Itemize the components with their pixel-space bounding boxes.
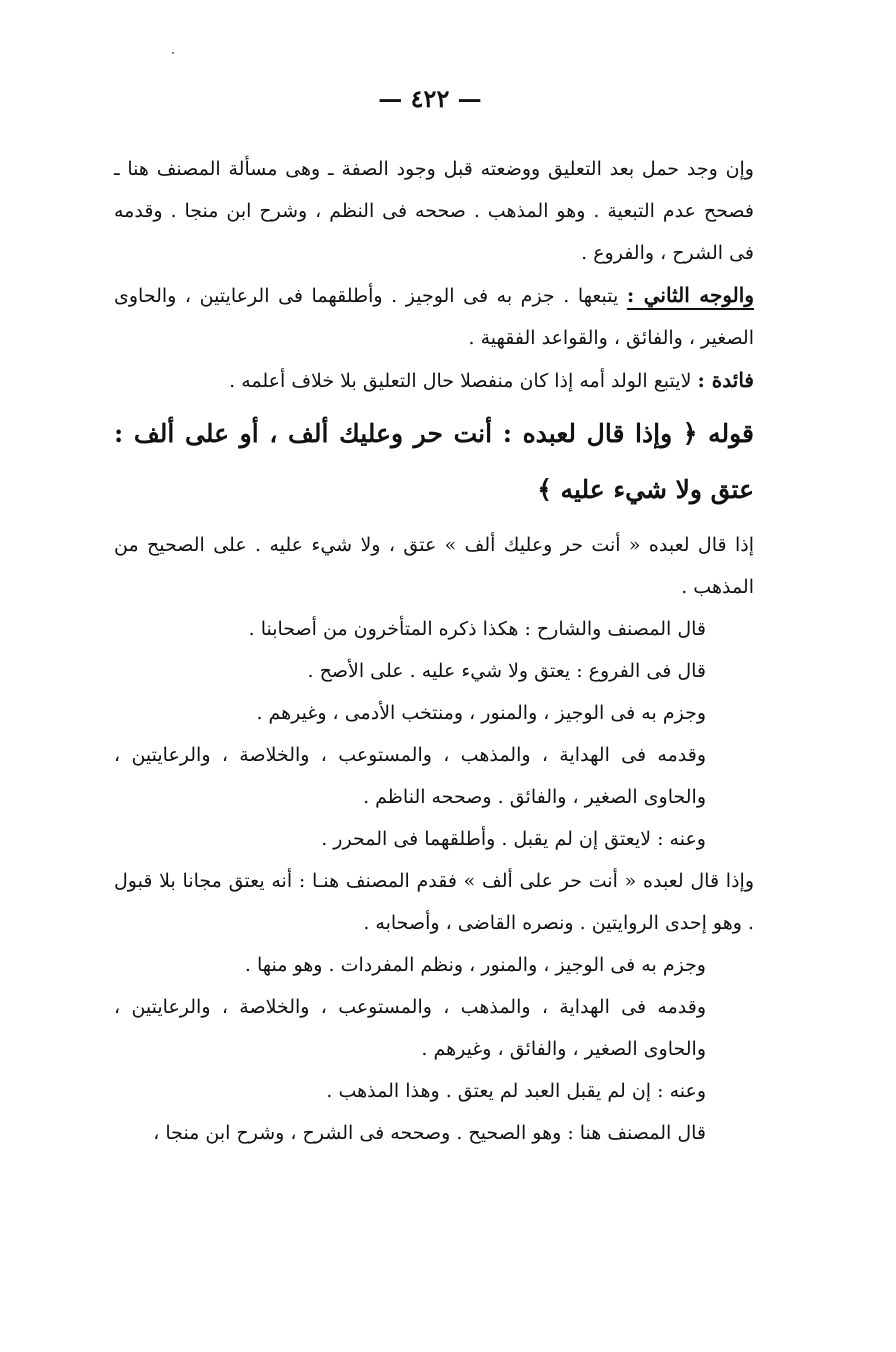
paragraph-text: يتبعها . جزم به فى الوجيز . وأطلقهما فى الرعايتين ، والحاوى الصغير ، والفائق ، والقواعد الفقهية . <box>114 285 754 349</box>
paragraph <box>114 1112 754 1154</box>
section-heading <box>114 406 754 518</box>
term-label: والوجه الثاني : <box>626 283 754 307</box>
note-label: فائدة : <box>697 368 754 392</box>
paragraph <box>114 274 754 359</box>
paragraph <box>114 524 754 608</box>
paragraph <box>114 650 754 692</box>
paragraph-text: قال المصنف والشارح : هكذا ذكره المتأخرون من أصحابنا . <box>248 618 706 640</box>
page-number: — ٤٢٢ — <box>378 84 482 113</box>
paragraph-text: وعنه : لايعتق إن لم يقبل . وأطلقهما فى المحرر . <box>321 828 706 850</box>
paragraph-text: وجزم به فى الوجيز ، والمنور ، ونظم المفردات . وهو منها . <box>244 954 706 976</box>
paragraph-text: وقدمه فى الهداية ، والمذهب ، والمستوعب ، والخلاصة ، والرعايتين ، والحاوى الصغير ، والفائق ، وغيرهم . <box>114 996 706 1060</box>
paragraph-text: وعنه : إن لم يقبل العبد لم يعتق . وهذا المذهب . <box>326 1080 706 1102</box>
paragraph-text: وجزم به فى الوجيز ، والمنور ، ومنتخب الأدمى ، وغيرهم . <box>256 702 706 724</box>
paragraph-text: وإن وجد حمل بعد التعليق ووضعته قبل وجود الصفة ـ وهى مسألة المصنف هنا ـ فصحح عدم التبعية . وهو المذهب . صححه فى النظم ، وشرح ابن منجا . وقدمه فى الشرح ، والفروع . <box>114 158 754 264</box>
heading-text: قوله ﴿ وإذا قال لعبده : أنت حر وعليك ألف ، أو على ألف : عتق ولا شيء عليه ﴾ <box>114 419 754 504</box>
paragraph <box>114 860 754 944</box>
paragraph-text: لايتبع الولد أمه إذا كان منفصلا حال التعليق بلا خلاف أعلمه . <box>229 370 698 392</box>
paragraph-text: قال المصنف هنا : وهو الصحيح . وصححه فى الشرح ، وشرح ابن منجا ، <box>153 1122 706 1144</box>
paragraph-text: إذا قال لعبده « أنت حر وعليك ألف » عتق ، ولا شيء عليه . على الصحيح من المذهب . <box>114 534 754 598</box>
print-speck <box>172 52 174 54</box>
paragraph <box>114 1070 754 1112</box>
paragraph-text: وإذا قال لعبده « أنت حر على ألف » فقدم المصنف هنـا : أنه يعتق مجانا بلا قبول . وهو إحدى الروايتين . ونصره القاضى ، وأصحابه . <box>114 870 754 934</box>
paragraph <box>114 148 754 274</box>
paragraph-text: وقدمه فى الهداية ، والمذهب ، والمستوعب ، والخلاصة ، والرعايتين ، والحاوى الصغير ، والفائق . وصححه الناظم . <box>114 744 706 808</box>
paragraph <box>114 608 754 650</box>
paragraph <box>114 986 754 1070</box>
note-paragraph <box>114 359 754 402</box>
paragraph-text: قال فى الفروع : يعتق ولا شيء عليه . على الأصح . <box>307 660 706 682</box>
paragraph <box>114 944 754 986</box>
paragraph <box>114 818 754 860</box>
text-body <box>114 148 754 1154</box>
paragraph <box>114 734 754 818</box>
paragraph <box>114 692 754 734</box>
